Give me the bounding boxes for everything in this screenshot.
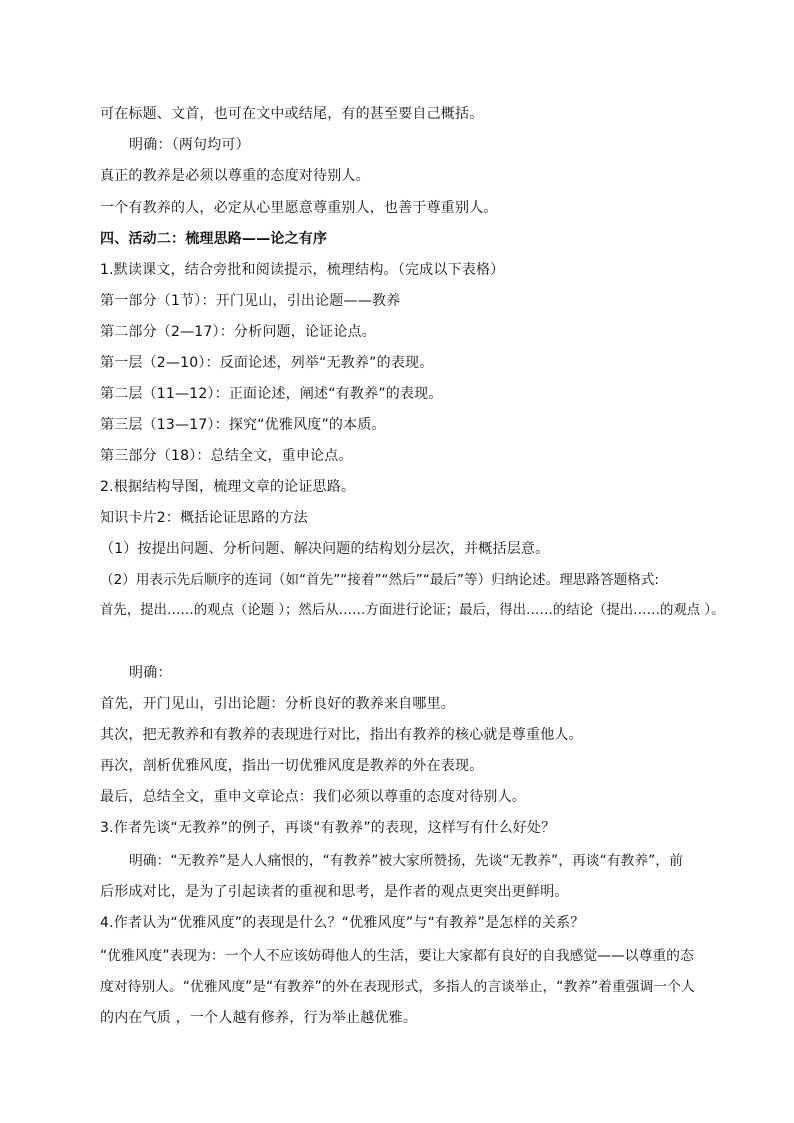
text-line: “优雅风度”表现为：一个人不应该妨碍他人的生活，要让大家都有良好的自我感觉——以尊重的态: [100, 948, 694, 964]
text-line: 明确：: [129, 665, 172, 681]
text-line: 第三部分（18）：总结全文，重申论点。: [100, 448, 353, 464]
text-line: 第三层（13—17）：探究“优雅风度”的本质。: [100, 417, 386, 433]
text-line: 明确：“无教养”是人人痛恨的，“有教养”被大家所赞扬，先谈“无教养”，再谈“有教养”，前: [129, 853, 683, 869]
text-line: 第一部分（1节）：开门见山，引出论题——教养: [100, 293, 401, 309]
text-line: 真正的教养是必须以尊重的态度对待别人。: [100, 168, 370, 184]
text-line: 度对待别人。“优雅风度”是“有教养”的外在表现形式，多指人的言谈举止，“教养”着重强调一个人: [100, 979, 695, 995]
text-line: 1.默读课文，结合旁批和阅读提示，梳理结构。（完成以下表格）: [100, 262, 505, 278]
text-line: 第二部分（2—17）：分析问题，论证论点。: [100, 324, 376, 340]
text-line: 一个有教养的人，必定从心里愿意尊重别人，也善于尊重别人。: [100, 200, 498, 216]
section-heading: 四、活动二：梳理思路——论之有序: [100, 231, 328, 247]
text-line: 知识卡片2：概括论证思路的方法: [100, 510, 308, 526]
text-line: 第一层（2—10）：反面论述，列举“无教养”的表现。: [100, 355, 434, 371]
text-line: 第二层（11—12）：正面论述，阐述“有教养”的表现。: [100, 386, 443, 402]
text-line: 的内在气质 ，一个人越有修养，行为举止越优雅。: [100, 1010, 418, 1026]
text-line: 最后，总结全文，重申文章论点：我们必须以尊重的态度对待别人。: [100, 789, 526, 805]
text-line: 4.作者认为“优雅风度”的表现是什么？“优雅风度”与“有教养”是怎样的关系？: [100, 915, 585, 931]
text-line: 可在标题、文首，也可在文中或结尾，有的甚至要自己概括。: [100, 106, 484, 122]
text-line: 明确：（两句均可）: [129, 137, 250, 153]
text-line: 后形成对比，是为了引起读者的重视和思考，是作者的观点更突出更鲜明。: [100, 884, 569, 900]
text-line: （2）用表示先后顺序的连词（如“首先”“接着”“然后”“最后”等）归纳论述。理思路答题格式:: [100, 572, 659, 588]
text-line: 再次，剖析优雅风度，指出一切优雅风度是教养的外在表现。: [100, 758, 484, 774]
text-line: 其次，把无教养和有教养的表现进行对比，指出有教养的核心就是尊重他人。: [100, 727, 583, 743]
text-line: （1）按提出问题、分析问题、解决问题的结构划分层次，并概括层意。: [100, 541, 550, 557]
text-line: 首先，开门见山，引出论题：分析良好的教养来自哪里。: [100, 696, 455, 712]
text-line: 首先，提出……的观点（论题 ）；然后从……方面进行论证；最后，得出……的结论（提出……的观点 ）。: [100, 603, 725, 618]
text-line: 3.作者先谈“无教养”的例子，再谈“有教养”的表现，这样写有什么好处？: [100, 820, 556, 836]
text-line: 2.根据结构导图，梳理文章的论证思路。: [100, 479, 356, 495]
